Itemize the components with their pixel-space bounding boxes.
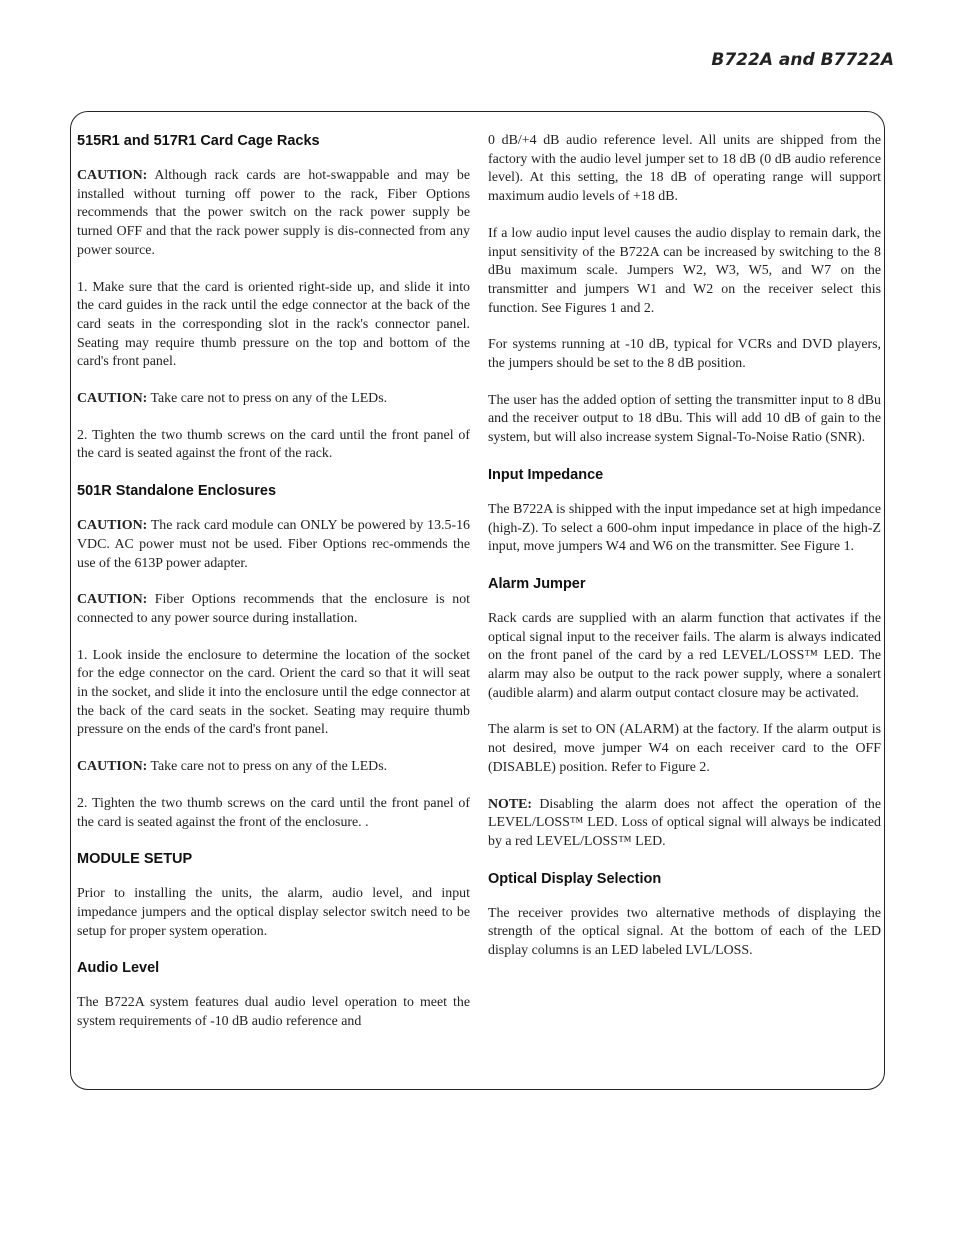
heading-card-cage-racks: 515R1 and 517R1 Card Cage Racks xyxy=(77,133,320,149)
right-column xyxy=(488,132,881,979)
heading-audio-level: Audio Level xyxy=(77,960,160,977)
paragraph-step-1-enclosure: 1. Look inside the enclosure to determine the location of the socket for the edge connector on the card. Orient the card so that it will seat in the socket, and slide it into the enclosure until the edge connector at the back of the card seats in the socket. Seating may require thumb pressure on the ends of the card's front panel. xyxy=(77,647,470,738)
paragraph-alarm-default: The alarm is set to ON (ALARM) at the factory. If the alarm output is not desired, move jumper W4 on each receiver card to the OFF (DISABLE) position. Refer to Figure 2. xyxy=(488,722,881,775)
paragraph-text: Disabling the alarm does not affect the operation of the LEVEL/LOSS™ LED. Loss of optical signal will always be indicated by a red LEVEL/LOSS™ LED. xyxy=(488,796,881,849)
paragraph-step-1-rack: 1. Make sure that the card is oriented right-side up, and slide it into the card guides in the rack until the edge connector at the back of the card seats in the corresponding slot in the rack's connector panel. Seating may require thumb pressure on the top and bottom of the card's front panel. xyxy=(77,279,470,370)
paragraph-low-audio: If a low audio input level causes the audio display to remain dark, the input sensitivity of the B722A can be increased by switching to the 8 dBu maximum scale. Jumpers W2, W3, W5, and W7 on the transmitter and jumpers W1 and W2 on the receiver select this function. See Figures 1 and 2. xyxy=(488,225,881,316)
paragraph-caution-power xyxy=(77,517,470,573)
paragraph-module-setup: Prior to installing the units, the alarm, audio level, and input impedance jumpers and the optical display selector switch need to be setup for proper system operation. xyxy=(77,886,470,939)
paragraph-text: The rack card module can ONLY be powered by 13.5-16 VDC. AC power must not be used. Fiber Options rec-ommends the use of the 613P power adapter. xyxy=(77,518,470,571)
paragraph-text: Take care not to press on any of the LEDs. xyxy=(147,759,388,775)
caution-label: CAUTION: xyxy=(77,168,148,183)
caution-label: CAUTION: xyxy=(77,391,148,407)
caution-label: CAUTION: xyxy=(77,592,148,608)
paragraph-text: Take care not to press on any of the LEDs. xyxy=(147,391,388,407)
paragraph-optical-display: The receiver provides two alternative methods of displaying the strength of the optical signal. At the bottom of each of the LED display columns is an LED labeled LVL/LOSS. xyxy=(488,905,881,959)
paragraph-step-2-rack: 2. Tighten the two thumb screws on the card until the front panel of the card is seated against the front of the rack. xyxy=(77,427,470,462)
heading-module-setup: MODULE SETUP xyxy=(77,851,193,868)
paragraph-text: Although rack cards are hot-swappable and may be installed without turning off power to the rack, Fiber Options recommends that the power switch on the rack power supply be turned OFF and that the rack power supply is dis-connected from any power source. xyxy=(77,168,470,258)
caution-label: CAUTION: xyxy=(77,518,148,534)
note-label: NOTE: xyxy=(488,796,532,812)
paragraph-minus10-systems: For systems running at -10 dB, typical for VCRs and DVD players, the jumpers should be set to the 8 dB position. xyxy=(488,337,881,372)
heading-standalone-enclosures: 501R Standalone Enclosures xyxy=(77,483,277,500)
paragraph-gain-option: The user has the added option of setting the transmitter input to 8 dBu and the receiver output to 18 dBu. This will add 10 dB of gain to the system, but will also increase system Signal-To-Noise Ratio (SNR). xyxy=(488,392,881,446)
paragraph-step-2-enclosure: 2. Tighten the two thumb screws on the card until the front panel of the card is seated against the front of the enclosure. . xyxy=(77,795,470,830)
heading-input-impedance: Input Impedance xyxy=(488,466,604,483)
paragraph-text: Fiber Options recommends that the enclosure is not connected to any power source during installation. xyxy=(77,592,470,626)
paragraph-audio-level: The B722A system features dual audio level operation to meet the system requirements of -10 dB audio reference and xyxy=(77,995,470,1030)
paragraph-caution-hot-swap xyxy=(77,167,470,261)
caution-label: CAUTION: xyxy=(77,759,148,775)
paragraph-caution-enclosure xyxy=(77,591,470,628)
paragraph-caution-leds-2 xyxy=(77,758,470,777)
left-column xyxy=(77,132,470,1050)
paragraph-input-impedance: The B722A is shipped with the input impedance set at high impedance (high-Z). To select a 600-ohm input impedance in place of the high-Z input, move jumpers W4 and W6 on the transmitter. See Figure 1. xyxy=(488,501,881,555)
heading-optical-display: Optical Display Selection xyxy=(488,870,662,887)
paragraph-alarm-function: Rack cards are supplied with an alarm function that activates if the optical signal input to the receiver fails. The alarm is always indicated on the front panel of the card by a red LEVEL/LOSS™ LED. The alarm may also be output to the rack power supply, where a sonalert (audible alarm) and alarm output contact closure may be activated. xyxy=(488,610,881,701)
paragraph-note-alarm xyxy=(488,796,881,852)
paragraph-caution-leds xyxy=(77,390,470,409)
paragraph-audio-reference: 0 dB/+4 dB audio reference level. All units are shipped from the factory with the audio level jumper set to 18 dB (0 dB audio reference level). At this setting, the 18 dB of operating range will support maximum audio levels of +18 dB. xyxy=(488,133,881,205)
heading-alarm-jumper: Alarm Jumper xyxy=(488,575,586,592)
page-header-title: B722A and B7722A xyxy=(711,50,894,70)
